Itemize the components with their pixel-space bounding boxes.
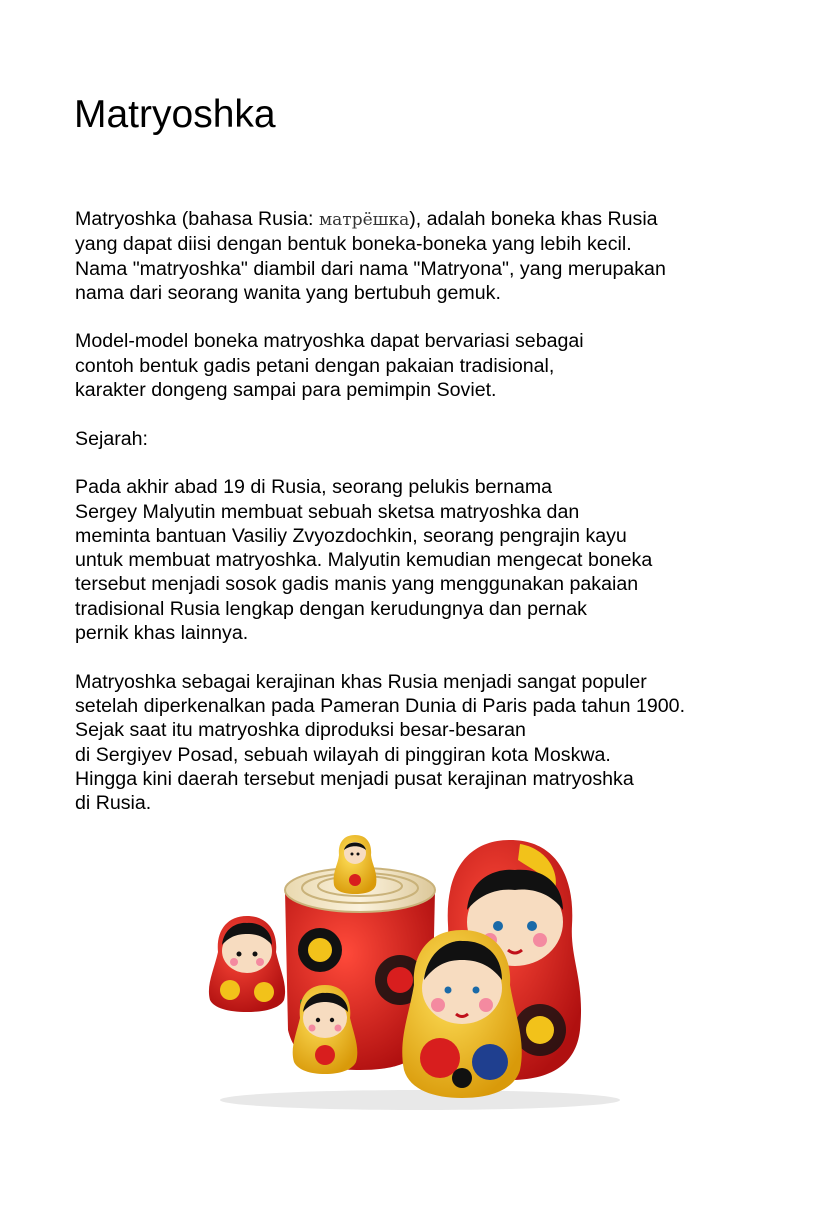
history-line: Sergey Malyutin membuat sebuah sketsa matryoshka dan	[75, 500, 580, 523]
popular-line: Matryoshka sebagai kerajinan khas Rusia menjadi sangat populer	[75, 670, 647, 693]
popular-line: setelah diperkenalkan pada Pameran Dunia di Paris pada tahun 1900.	[75, 694, 686, 717]
history-heading-text: Sejarah:	[75, 427, 148, 450]
popular-paragraph	[75, 670, 815, 816]
tiny-yellow-doll	[334, 835, 377, 894]
medium-yellow-doll	[402, 930, 521, 1098]
history-paragraph	[75, 475, 815, 645]
popular-line: Sejak saat itu matryoshka diproduksi besar-besaran	[75, 719, 526, 742]
intro-line: yang dapat diisi dengan bentuk boneka-boneka yang lebih kecil.	[75, 233, 632, 256]
intro-line-start: Matryoshka (bahasa Rusia:	[75, 208, 319, 230]
models-line: contoh bentuk gadis petani dengan pakaian tradisional,	[75, 354, 555, 377]
russian-word: матрёшка	[318, 210, 410, 230]
models-line: karakter dongeng sampai para pemimpin Soviet.	[75, 379, 497, 402]
article-body	[75, 207, 815, 840]
intro-line: nama dari seorang wanita yang bertubuh gemuk.	[75, 281, 501, 304]
intro-line	[75, 207, 815, 232]
history-line: Pada akhir abad 19 di Rusia, seorang pelukis bernama	[75, 476, 553, 499]
matryoshka-dolls-photo	[200, 830, 640, 1115]
intro-line-end: ), adalah boneka khas Rusia	[409, 208, 658, 230]
history-line: pernik khas lainnya.	[75, 622, 249, 645]
page-title: Matryoshka	[74, 93, 276, 136]
models-paragraph	[75, 329, 815, 402]
history-line: meminta bantuan Vasiliy Zvyozdochkin, seorang pengrajin kayu	[75, 524, 627, 547]
history-line: tersebut menjadi sosok gadis manis yang menggunakan pakaian	[75, 573, 639, 596]
history-line: untuk membuat matryoshka. Malyutin kemudian mengecat boneka	[75, 549, 653, 572]
history-heading	[75, 427, 815, 451]
popular-line: di Sergiyev Posad, sebuah wilayah di pinggiran kota Moskwa.	[75, 743, 611, 766]
intro-paragraph	[75, 207, 815, 305]
intro-line: Nama "matryoshka" diambil dari nama "Matryona", yang merupakan	[75, 257, 666, 280]
history-line: tradisional Rusia lengkap dengan kerudungnya dan pernak	[75, 597, 587, 620]
popular-line: Hingga kini daerah tersebut menjadi pusat kerajinan matryoshka	[75, 767, 634, 790]
models-line: Model-model boneka matryoshka dapat bervariasi sebagai	[75, 330, 584, 353]
ground-shadow	[220, 1090, 620, 1110]
popular-line: di Rusia.	[75, 792, 152, 815]
small-red-doll	[209, 916, 285, 1012]
